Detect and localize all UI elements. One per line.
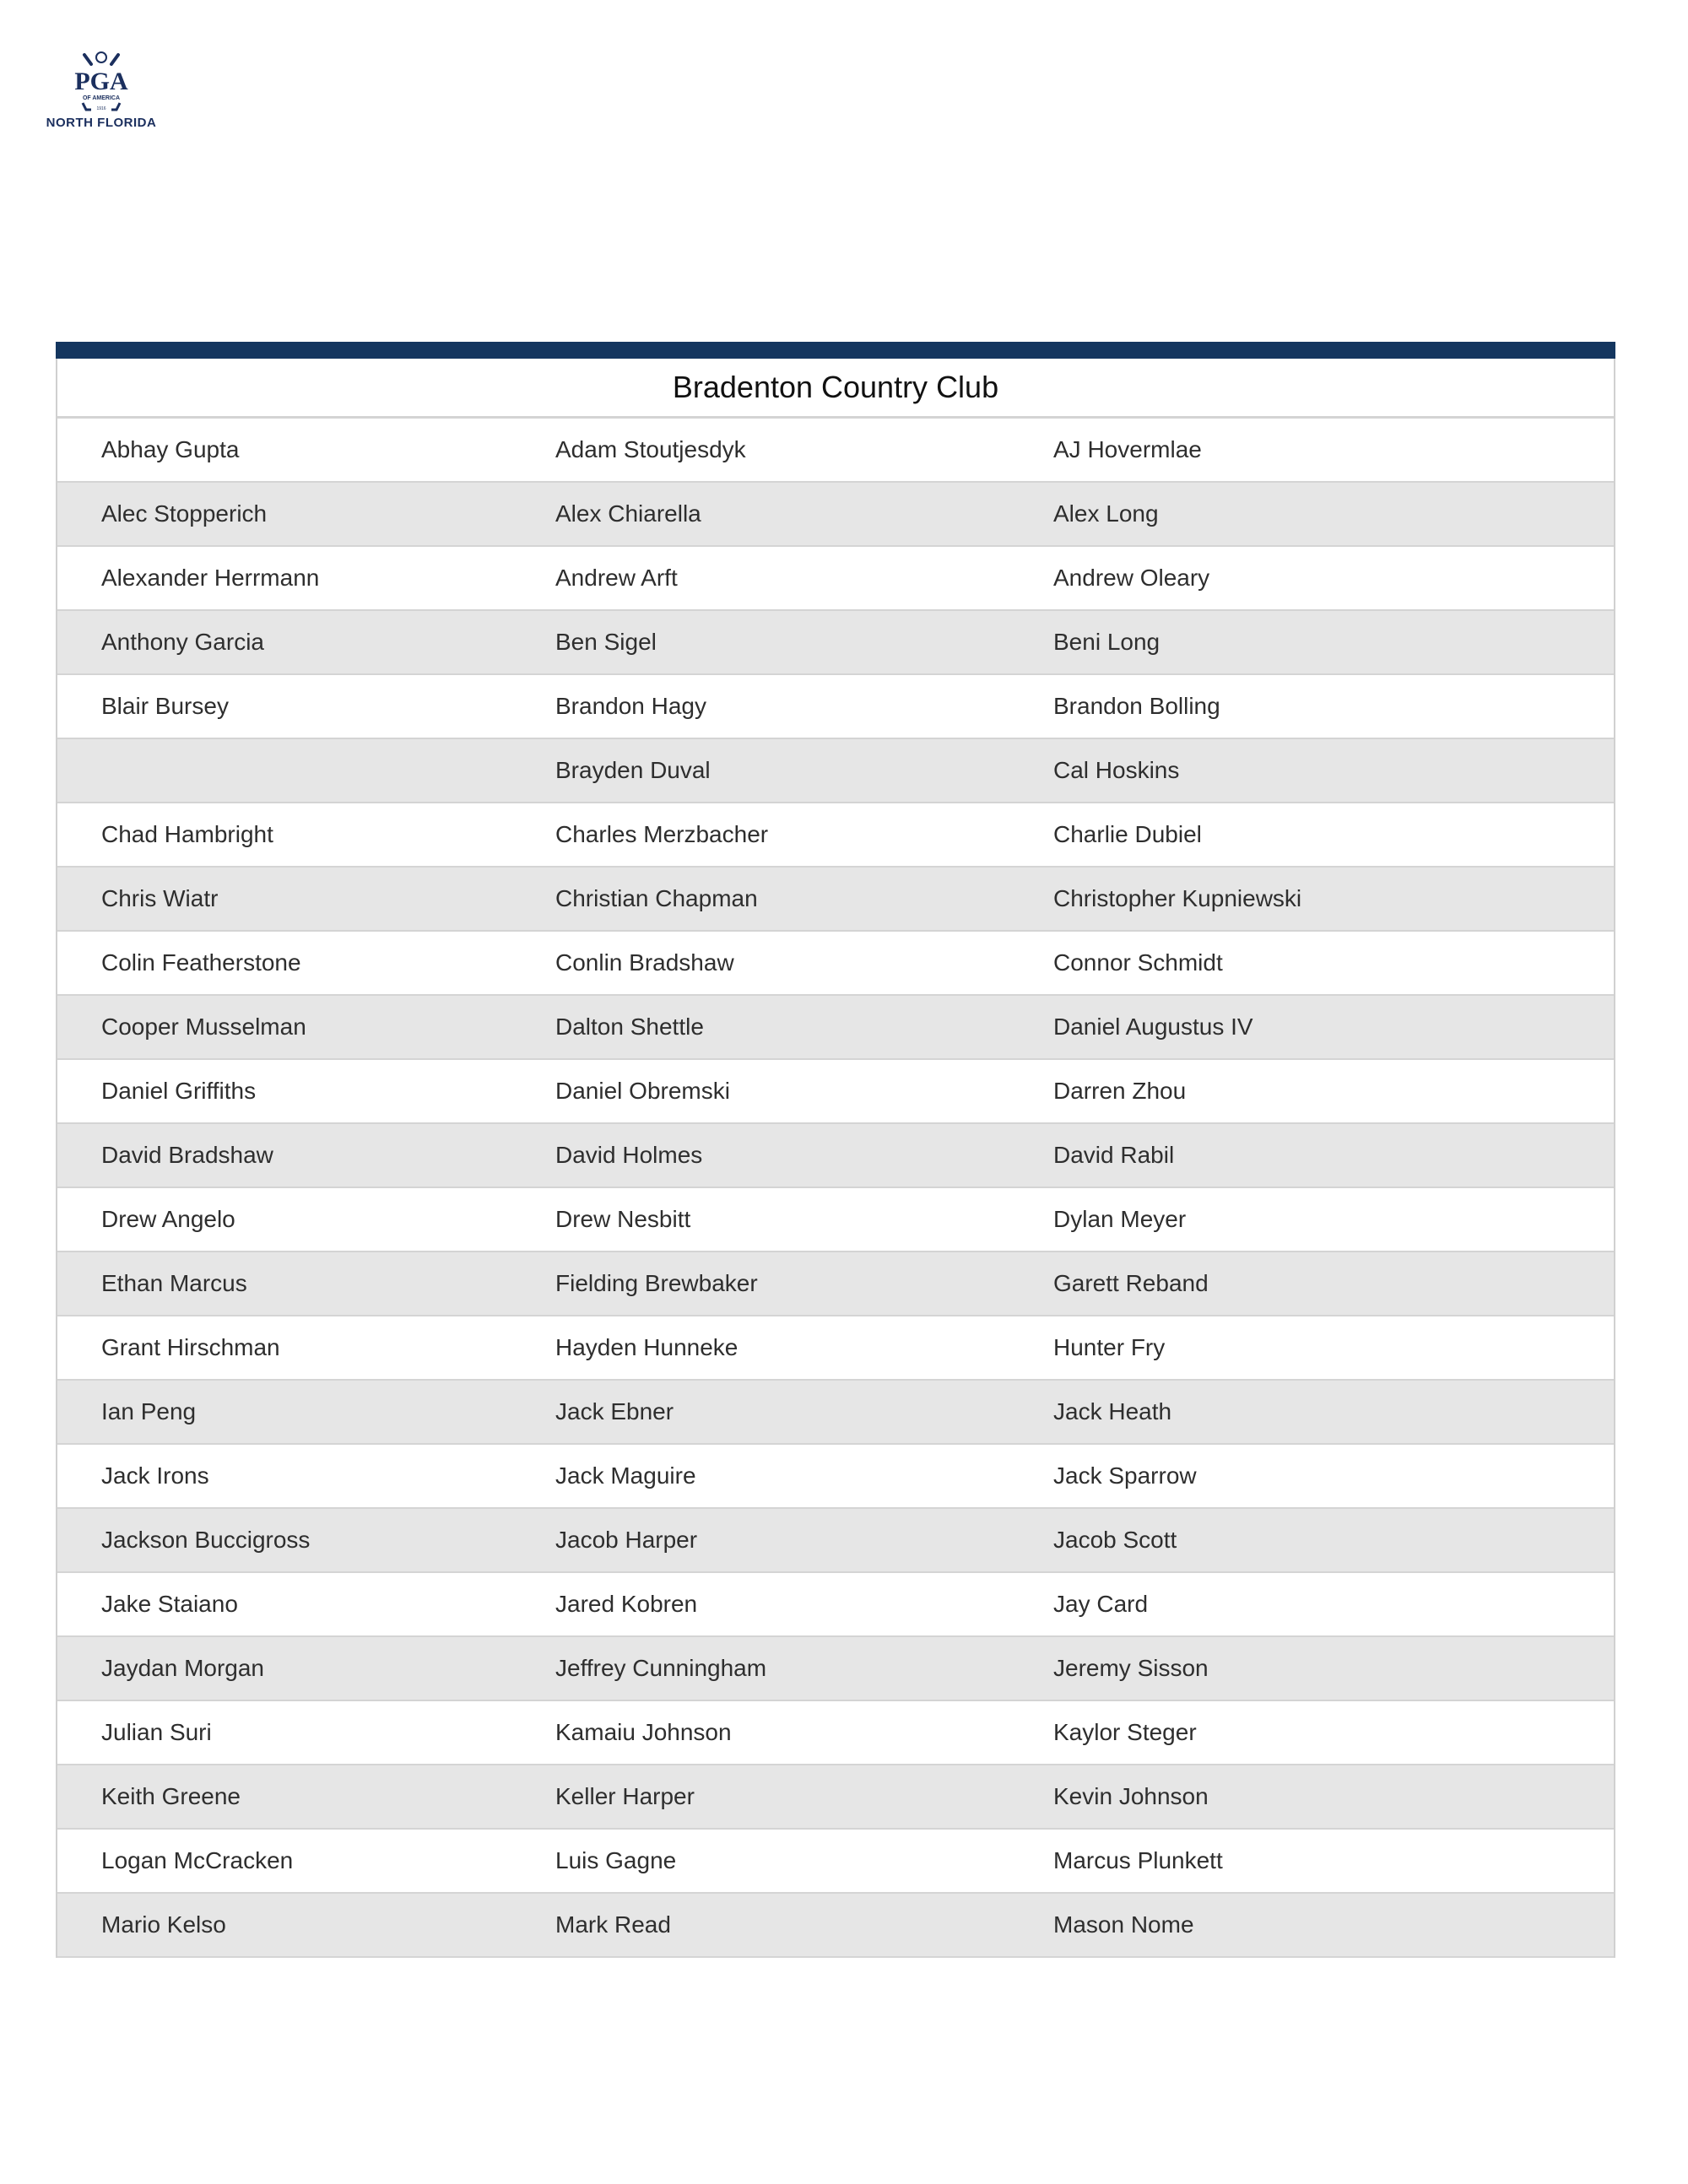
name-cell: AJ Hovermlae bbox=[1053, 436, 1202, 462]
name-cell: Mason Nome bbox=[1053, 1911, 1194, 1938]
svg-text:1916: 1916 bbox=[96, 106, 106, 111]
name-cell: Jared Kobren bbox=[555, 1591, 698, 1617]
table-header-bar bbox=[56, 342, 1615, 359]
name-cell: Charles Merzbacher bbox=[555, 821, 769, 847]
name-cell: Brandon Bolling bbox=[1053, 693, 1220, 719]
name-cell: Kevin Johnson bbox=[1053, 1783, 1209, 1809]
name-cell: Conlin Bradshaw bbox=[555, 949, 734, 976]
pga-logo-icon bbox=[68, 51, 135, 114]
name-cell: Chris Wiatr bbox=[101, 885, 219, 911]
name-cell: David Holmes bbox=[555, 1142, 703, 1168]
name-cell: Jacob Harper bbox=[555, 1527, 698, 1553]
table-row bbox=[57, 868, 1614, 932]
name-cell: David Bradshaw bbox=[101, 1142, 273, 1168]
table-row bbox=[57, 1060, 1614, 1124]
name-cell: Cal Hoskins bbox=[1053, 757, 1180, 783]
table-row bbox=[57, 611, 1614, 675]
name-cell: Daniel Obremski bbox=[555, 1078, 730, 1104]
name-cell: Daniel Griffiths bbox=[101, 1078, 257, 1104]
name-cell: Christopher Kupniewski bbox=[1053, 885, 1302, 911]
name-cell: Jack Sparrow bbox=[1053, 1462, 1197, 1489]
name-cell: Marcus Plunkett bbox=[1053, 1847, 1223, 1873]
name-cell: Drew Nesbitt bbox=[555, 1206, 691, 1232]
name-cell: Alec Stopperich bbox=[101, 500, 268, 527]
name-cell: Blair Bursey bbox=[101, 693, 229, 719]
name-cell: Cooper Musselman bbox=[101, 1014, 306, 1040]
name-cell: Jacob Scott bbox=[1053, 1527, 1177, 1553]
name-cell: Beni Long bbox=[1053, 629, 1160, 655]
name-cell: Chad Hambright bbox=[101, 821, 273, 847]
member-table bbox=[56, 342, 1615, 1958]
name-cell: Alexander Herrmann bbox=[101, 565, 320, 591]
name-cell: Charlie Dubiel bbox=[1053, 821, 1202, 847]
name-cell: Kamaiu Johnson bbox=[555, 1719, 732, 1745]
name-cell: Ethan Marcus bbox=[101, 1270, 247, 1296]
name-cell: Keith Greene bbox=[101, 1783, 241, 1809]
table-row bbox=[57, 739, 1614, 803]
name-cell: Jay Card bbox=[1053, 1591, 1149, 1617]
name-cell: Jeffrey Cunningham bbox=[555, 1655, 767, 1681]
name-cell: Jeremy Sisson bbox=[1053, 1655, 1209, 1681]
name-cell: Ben Sigel bbox=[555, 629, 657, 655]
name-cell: Julian Suri bbox=[101, 1719, 212, 1745]
name-cell: Jackson Buccigross bbox=[101, 1527, 311, 1553]
name-cell: Luis Gagne bbox=[555, 1847, 677, 1873]
table-row bbox=[57, 1701, 1614, 1765]
table-row bbox=[57, 932, 1614, 996]
table-row bbox=[57, 1252, 1614, 1316]
name-cell: Jack Ebner bbox=[555, 1398, 674, 1424]
table-row bbox=[57, 483, 1614, 547]
name-cell: Mario Kelso bbox=[101, 1911, 226, 1938]
svg-text:PGA: PGA bbox=[74, 68, 128, 95]
name-cell: Jack Maguire bbox=[555, 1462, 696, 1489]
name-cell: Colin Featherstone bbox=[101, 949, 301, 976]
table-row bbox=[57, 1894, 1614, 1958]
name-cell: Anthony Garcia bbox=[101, 629, 264, 655]
name-cell: Dalton Shettle bbox=[555, 1014, 704, 1040]
table-row bbox=[57, 1509, 1614, 1573]
name-cell: Darren Zhou bbox=[1053, 1078, 1187, 1104]
name-cell: Mark Read bbox=[555, 1911, 671, 1938]
table-row bbox=[57, 803, 1614, 868]
table-row bbox=[57, 547, 1614, 611]
name-cell: Connor Schmidt bbox=[1053, 949, 1223, 976]
name-cell: Jake Staiano bbox=[101, 1591, 238, 1617]
table-row bbox=[57, 996, 1614, 1060]
pga-north-florida-logo bbox=[34, 51, 169, 143]
table-row bbox=[57, 1316, 1614, 1381]
name-cell: Fielding Brewbaker bbox=[555, 1270, 758, 1296]
table-body bbox=[57, 419, 1614, 1958]
table-row bbox=[57, 1445, 1614, 1509]
club-title: Bradenton Country Club bbox=[57, 359, 1614, 419]
name-cell: Adam Stoutjesdyk bbox=[555, 436, 746, 462]
name-cell: Jack Heath bbox=[1053, 1398, 1172, 1424]
name-cell: Jaydan Morgan bbox=[101, 1655, 265, 1681]
name-cell: Dylan Meyer bbox=[1053, 1206, 1187, 1232]
name-cell: Garett Reband bbox=[1053, 1270, 1209, 1296]
name-cell: Logan McCracken bbox=[101, 1847, 294, 1873]
name-cell: Alex Chiarella bbox=[555, 500, 701, 527]
table-row bbox=[57, 1573, 1614, 1637]
name-cell: Abhay Gupta bbox=[101, 436, 240, 462]
table-row bbox=[57, 675, 1614, 739]
table-row bbox=[57, 419, 1614, 483]
name-cell: Andrew Oleary bbox=[1053, 565, 1210, 591]
name-cell: Grant Hirschman bbox=[101, 1334, 280, 1360]
name-cell: Christian Chapman bbox=[555, 885, 758, 911]
name-cell: Brayden Duval bbox=[555, 757, 711, 783]
name-cell: Kaylor Steger bbox=[1053, 1719, 1197, 1745]
svg-text:OF AMERICA: OF AMERICA bbox=[82, 95, 121, 101]
table-row bbox=[57, 1765, 1614, 1830]
name-cell: Keller Harper bbox=[555, 1783, 695, 1809]
name-cell: Brandon Hagy bbox=[555, 693, 707, 719]
name-cell: Andrew Arft bbox=[555, 565, 678, 591]
name-cell: Drew Angelo bbox=[101, 1206, 235, 1232]
logo-region-text: NORTH FLORIDA bbox=[46, 116, 157, 130]
name-cell: Jack Irons bbox=[101, 1462, 209, 1489]
table-row bbox=[57, 1188, 1614, 1252]
table-row bbox=[57, 1830, 1614, 1894]
name-cell: Daniel Augustus IV bbox=[1053, 1014, 1253, 1040]
name-cell: Alex Long bbox=[1053, 500, 1159, 527]
name-cell: Ian Peng bbox=[101, 1398, 197, 1424]
table-row bbox=[57, 1381, 1614, 1445]
name-cell: Hayden Hunneke bbox=[555, 1334, 738, 1360]
table-row bbox=[57, 1124, 1614, 1188]
name-cell: David Rabil bbox=[1053, 1142, 1175, 1168]
name-cell: Hunter Fry bbox=[1053, 1334, 1166, 1360]
table-row bbox=[57, 1637, 1614, 1701]
